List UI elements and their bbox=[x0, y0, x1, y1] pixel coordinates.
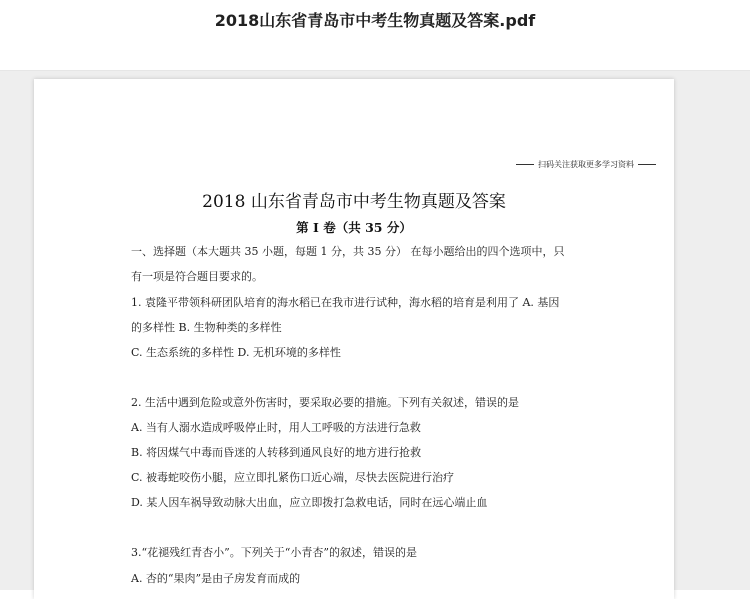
document-page bbox=[34, 79, 674, 599]
header-note bbox=[516, 159, 656, 170]
option-line: C. 生态系统的多样性 D. 无机环境的多样性 bbox=[131, 346, 341, 359]
text-line: 一、选择题（本大题共 35 小题，每题 1 分，共 35 分） 在每小题给出的四个选项中，只 bbox=[131, 245, 565, 258]
dash-left bbox=[516, 164, 534, 165]
header-note-text: 扫码关注获取更多学习资料 bbox=[538, 160, 634, 169]
option-line: B. 将因煤气中毒而昏迷的人转移到通风良好的地方进行抢救 bbox=[131, 446, 422, 459]
question-line: 1. 袁隆平带领科研团队培育的海水稻已在我市进行试种，海水稻的培育是利用了 A. 基因 bbox=[131, 296, 560, 309]
title-bar bbox=[0, 0, 750, 71]
option-line: 的多样性 B. 生物种类的多样性 bbox=[131, 321, 282, 334]
dash-right bbox=[638, 164, 656, 165]
option-line: D. 某人因车祸导致动脉大出血，应立即拨打急救电话，同时在远心端止血 bbox=[131, 496, 488, 509]
question-line: 2. 生活中遇到危险或意外伤害时，要采取必要的措施。下列有关叙述，错误的是 bbox=[131, 396, 519, 409]
option-line: C. 被毒蛇咬伤小腿，应立即扎紧伤口近心端，尽快去医院进行治疗 bbox=[131, 471, 455, 484]
document-viewer[interactable] bbox=[0, 71, 750, 590]
document-title: 2018 山东省青岛市中考生物真题及答案 bbox=[202, 192, 506, 212]
file-title: 2018山东省青岛市中考生物真题及答案.pdf bbox=[214, 11, 536, 30]
question-line: 3.“花褪残红青杏小”。下列关于“小青杏”的叙述，错误的是 bbox=[131, 546, 417, 559]
text-line: 有一项是符合题目要求的。 bbox=[131, 270, 263, 283]
section-title: 第 I 卷（共 35 分） bbox=[296, 220, 412, 235]
option-line: A. 杏的“果肉”是由子房发育而成的 bbox=[131, 572, 301, 585]
option-line: A. 当有人溺水造成呼吸停止时，用人工呼吸的方法进行急救 bbox=[131, 421, 421, 434]
